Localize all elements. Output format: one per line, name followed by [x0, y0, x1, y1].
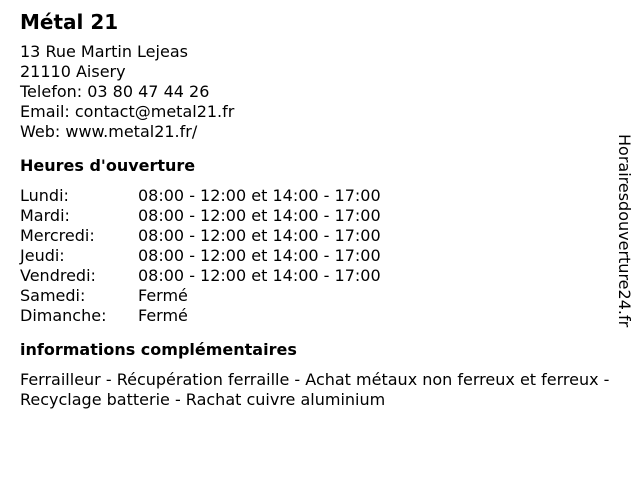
address-line-1: 13 Rue Martin Lejeas — [20, 42, 188, 61]
site-watermark: Horairesdouverture24.fr — [615, 134, 634, 328]
email-line: Email: contact@metal21.fr — [20, 102, 235, 121]
day-hours: 08:00 - 12:00 et 14:00 - 17:00 — [138, 186, 381, 205]
day-hours: 08:00 - 12:00 et 14:00 - 17:00 — [138, 206, 381, 225]
business-name: Métal 21 — [20, 10, 119, 34]
opening-hours-table — [20, 186, 381, 326]
hours-row — [20, 246, 381, 266]
hours-row — [20, 306, 381, 326]
hours-row — [20, 266, 381, 286]
day-label: Samedi: — [20, 286, 86, 305]
address-line-2: 21110 Aisery — [20, 62, 126, 81]
day-hours: 08:00 - 12:00 et 14:00 - 17:00 — [138, 246, 381, 265]
hours-row — [20, 206, 381, 226]
opening-hours-title: Heures d'ouverture — [20, 156, 196, 175]
day-label: Vendredi: — [20, 266, 96, 285]
hours-row — [20, 286, 381, 306]
additional-info-text: Ferrailleur - Récupération ferraille - Achat métaux non ferreux et ferreux - Recyclage batterie - Rachat cuivre aluminium — [20, 370, 610, 409]
day-label: Mardi: — [20, 206, 70, 225]
day-hours: Fermé — [138, 286, 188, 305]
web-line: Web: www.metal21.fr/ — [20, 122, 198, 141]
hours-row — [20, 226, 381, 246]
business-card — [20, 10, 610, 410]
day-label: Lundi: — [20, 186, 69, 205]
phone-line: Telefon: 03 80 47 44 26 — [20, 82, 210, 101]
day-hours: 08:00 - 12:00 et 14:00 - 17:00 — [138, 226, 381, 245]
day-label: Jeudi: — [20, 246, 65, 265]
day-hours: 08:00 - 12:00 et 14:00 - 17:00 — [138, 266, 381, 285]
day-hours: Fermé — [138, 306, 188, 325]
additional-info-title: informations complémentaires — [20, 340, 297, 359]
day-label: Dimanche: — [20, 306, 107, 325]
hours-row — [20, 186, 381, 206]
day-label: Mercredi: — [20, 226, 95, 245]
